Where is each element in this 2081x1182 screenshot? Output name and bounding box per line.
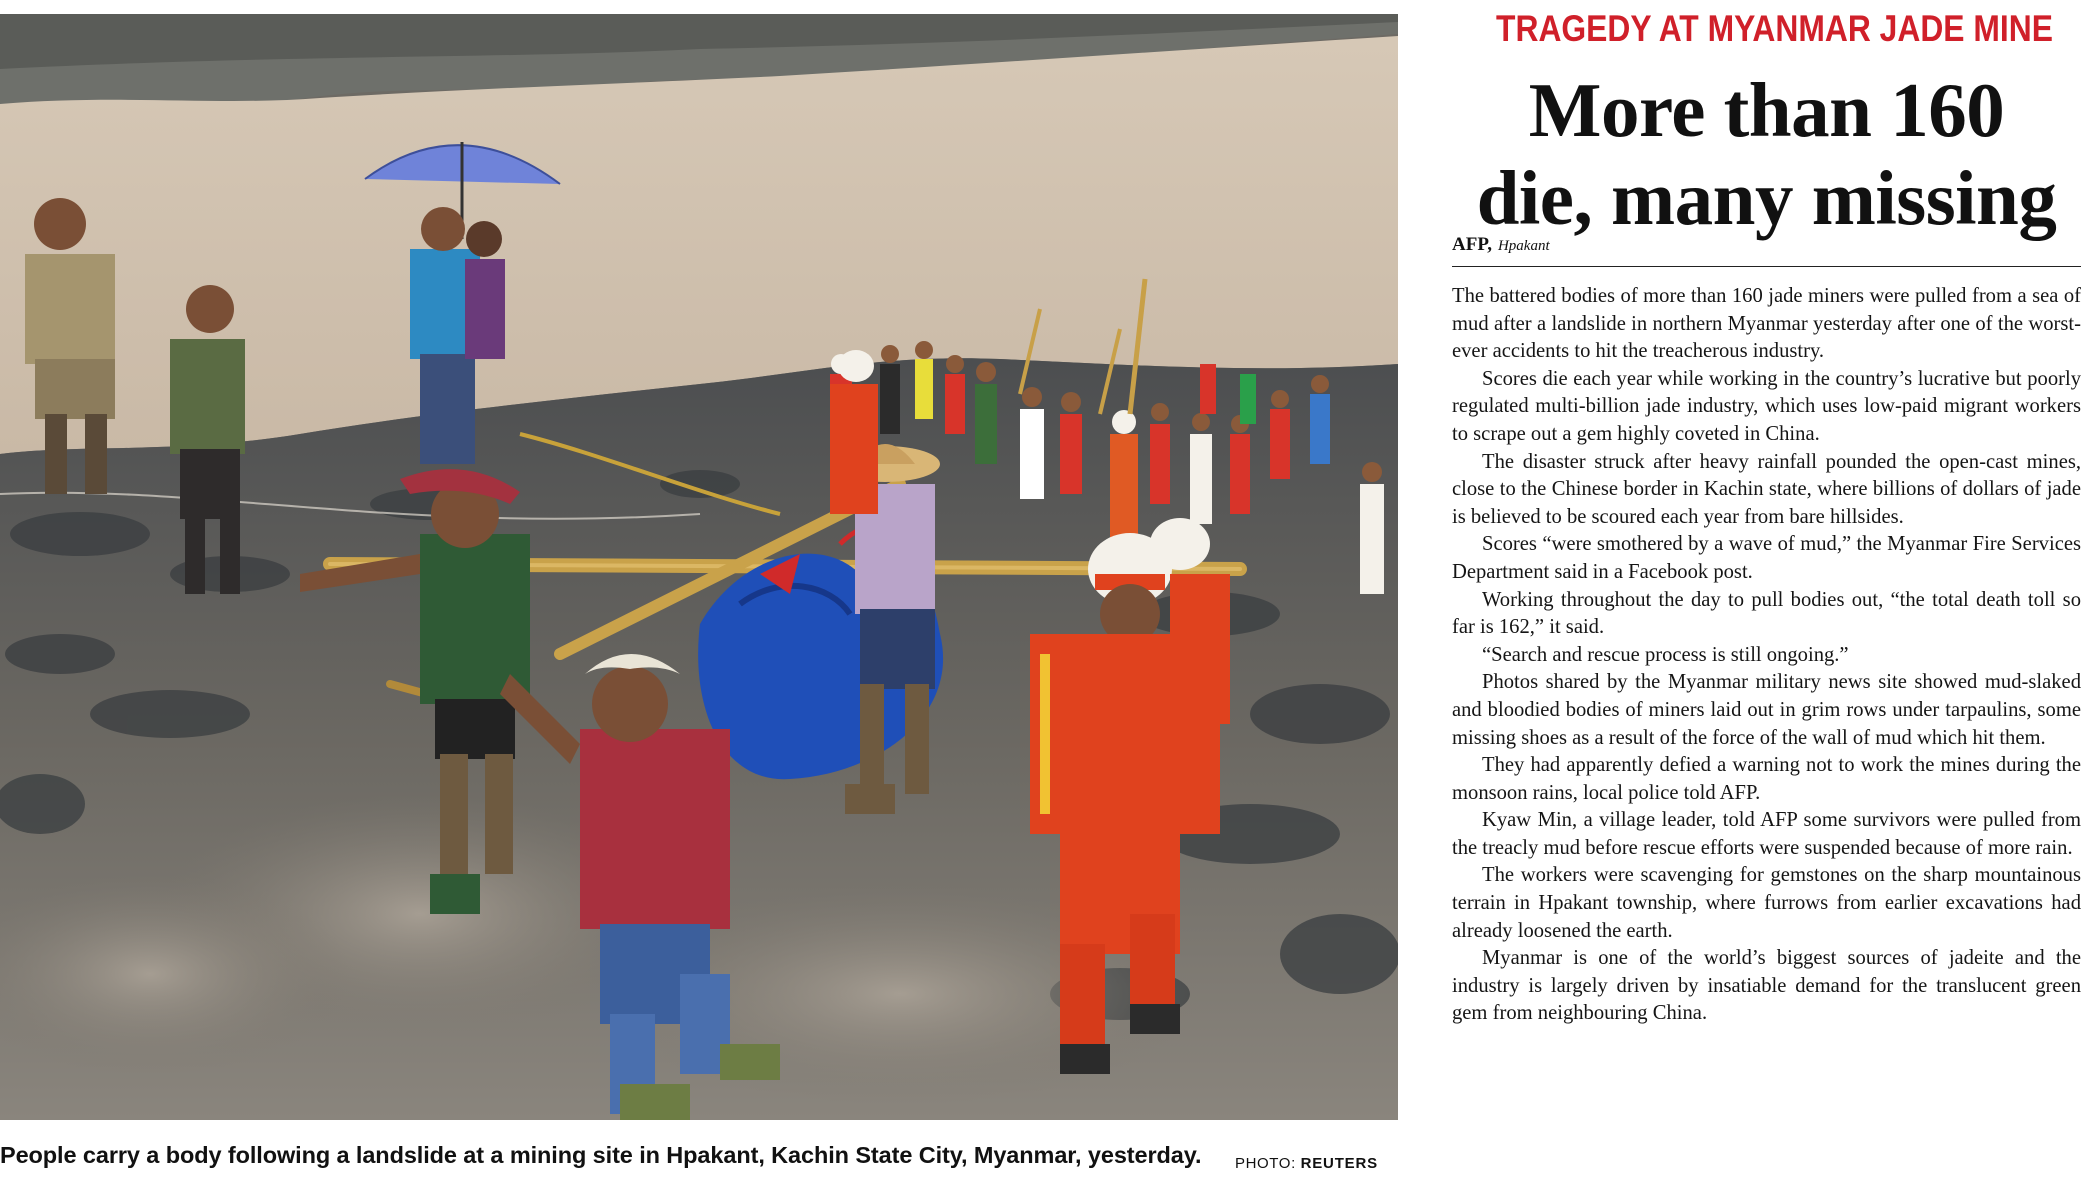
article-headline xyxy=(1452,66,2081,242)
article xyxy=(1452,0,2081,1182)
paragraph: The workers were scavenging for gemstones on the sharp mountainous terrain in Hpakant township, where furrows from earlier excavations had already loosened the earth. xyxy=(1452,864,2081,942)
paragraph: Kyaw Min, a village leader, told AFP some survivors were pulled from the treacly mud before rescue efforts were suspended because of more rain. xyxy=(1452,809,2081,859)
landslide-rescue-photo xyxy=(0,14,1398,1120)
photo-credit xyxy=(1235,1155,1400,1172)
headline-line-2: die, many missing xyxy=(1476,155,2057,241)
article-kicker: TRAGEDY AT MYANMAR JADE MINE xyxy=(1496,8,2053,49)
news-photo xyxy=(0,14,1398,1120)
paragraph: Working throughout the day to pull bodies out, “the total death toll so far is 162,” it said. xyxy=(1452,588,2081,639)
article-body xyxy=(1452,283,2081,1028)
paragraph: Scores die each year while working in the country’s lucrative but poorly regulated multi-billion jade industry, which uses low-paid migrant workers to scrape out a gem highly coveted in China. xyxy=(1452,367,2081,445)
byline xyxy=(1452,234,1550,256)
paragraph: Scores “were smothered by a wave of mud,” the Myanmar Fire Services Department said in a Facebook post. xyxy=(1452,533,2081,583)
paragraph: The battered bodies of more than 160 jade miners were pulled from a sea of mud after a landslide in northern Myanmar yesterday after one of the worst-ever accidents to hit the treacherous industry. xyxy=(1452,285,2081,363)
photo-caption: People carry a body following a landslide at a mining site in Hpakant, Kachin State City, Myanmar, yesterday. xyxy=(0,1142,1202,1168)
paragraph: The disaster struck after heavy rainfall pounded the open-cast mines, close to the Chinese border in Kachin state, where billions of dollars of jade is believed to be scoured each year from bare hillsides. xyxy=(1452,450,2081,528)
paragraph: Myanmar is one of the world’s biggest sources of jadeite and the industry is largely driven by insatiable demand for the translucent green gem from neighbouring China. xyxy=(1452,947,2081,1025)
headline-line-1: More than 160 xyxy=(1528,67,2005,153)
paragraph: They had apparently defied a warning not to work the mines during the monsoon rains, local police told AFP. xyxy=(1452,754,2081,804)
byline-location: Hpakant xyxy=(1497,238,1550,254)
paragraph: “Search and rescue process is still ongoing.” xyxy=(1482,643,1849,666)
byline-rule xyxy=(1452,266,2081,267)
credit-source: REUTERS xyxy=(1300,1155,1378,1172)
credit-label: PHOTO: xyxy=(1235,1155,1296,1172)
paragraph: Photos shared by the Myanmar military news site showed mud-slaked and bloodied bodies of miners laid out in grim rows under tarpaulins, some missing shoes as a result of the force of the wall of mud which hit them. xyxy=(1452,671,2081,749)
byline-source: AFP, xyxy=(1452,234,1492,255)
